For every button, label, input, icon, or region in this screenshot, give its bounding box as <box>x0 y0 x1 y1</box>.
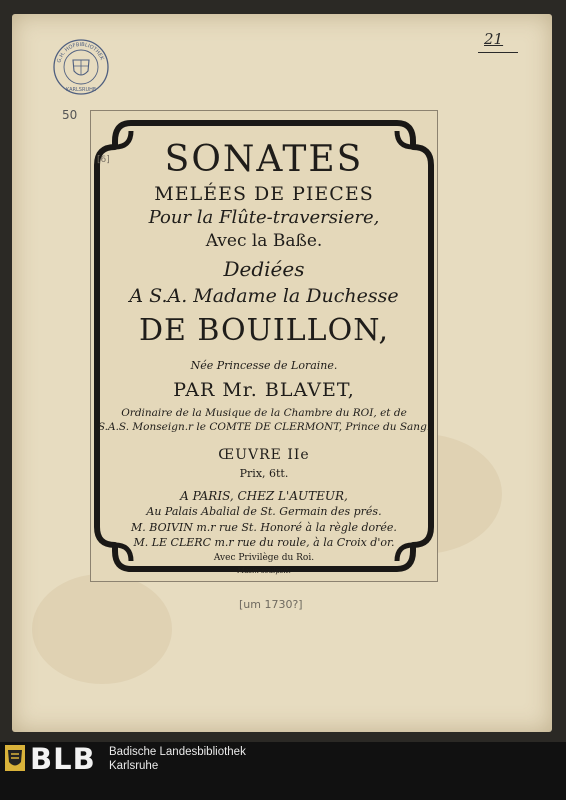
publisher-leclerc: M. LE CLERC m.r rue du roule, à la Croix d'or. <box>133 536 395 549</box>
subtitle-basse: Avec la Baße. <box>205 231 323 251</box>
publisher-palais: Au Palais Abalial de St. Germain des prés. <box>146 505 382 518</box>
pencil-date-note: [um 1730?] <box>239 598 303 611</box>
svg-text:KARLSRUHE: KARLSRUHE <box>65 87 97 93</box>
composer-line: PAR Mr. BLAVET, <box>173 379 355 401</box>
ordinaire-line-1: Ordinaire de la Musique de la Chambre du ROI, et de <box>121 407 407 419</box>
nee-line: Née Princesse de Loraine. <box>190 359 338 372</box>
library-stamp-icon <box>52 38 110 96</box>
price-line: Prix, 6tt. <box>239 467 289 480</box>
pencil-shelf-number: 50 <box>62 108 78 122</box>
coat-of-arms-icon <box>4 744 26 772</box>
folio-underline <box>478 52 518 53</box>
oeuvre-number: ŒUVRE IIe <box>218 447 310 463</box>
duchess-name: DE BOUILLON, <box>138 313 390 348</box>
svg-text:G.H. HOFBIBLIOTHEK: G.H. HOFBIBLIOTHEK <box>56 41 105 64</box>
dedication-line-1: Dediées <box>223 257 305 281</box>
title-sonates: SONATES <box>164 139 364 180</box>
folio-number: 21 <box>484 30 504 48</box>
subtitle-flute: Pour la Flûte-traversiere, <box>148 207 380 228</box>
pencil-mark: [6] <box>97 155 110 165</box>
privilege-line: Avec Privilège du Roi. <box>213 553 315 563</box>
dedication-line-2: A S.A. Madame la Duchesse <box>129 285 399 307</box>
ordinaire-line-2: S.A.S. Monseign.r le COMTE DE CLERMONT, Prince du Sang. <box>97 421 431 433</box>
paper-stain <box>32 574 172 684</box>
library-name-line-1: Badische Landesbibliothek <box>109 746 246 758</box>
publisher-paris: A PARIS, CHEZ L'AUTEUR, <box>180 489 348 503</box>
subtitle-melees: MELÉES DE PIECES <box>154 183 374 205</box>
publisher-boivin: M. BOIVIN m.r rue St. Honoré à la règle dorée. <box>131 521 397 534</box>
engraved-title-plate <box>90 110 438 582</box>
blb-logo: BLB <box>30 742 96 776</box>
library-name-line-2: Karlsruhe <box>109 760 159 772</box>
engraver-line: Mazin sculpsit. <box>237 567 291 575</box>
